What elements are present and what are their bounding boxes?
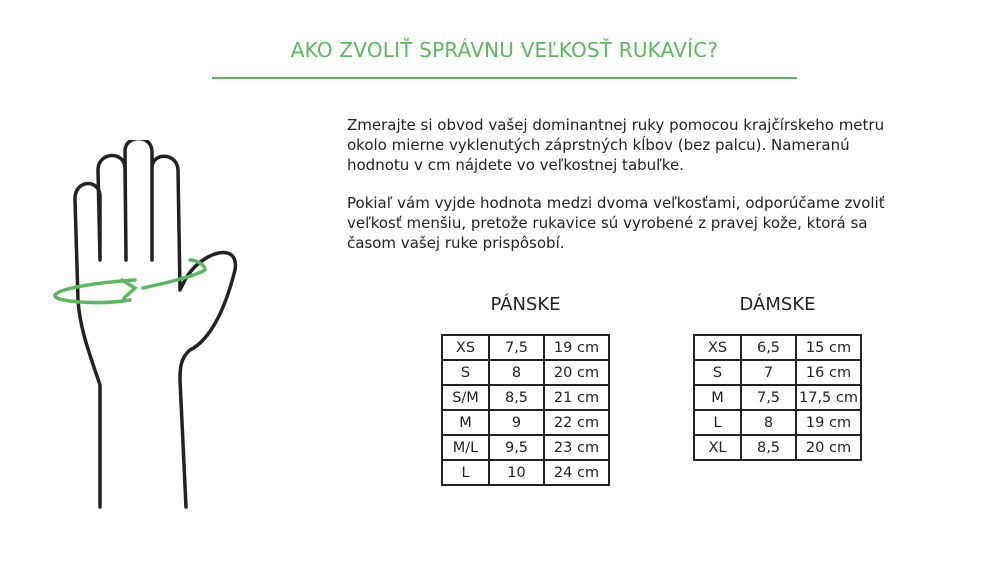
table-row xyxy=(442,385,609,410)
size-cell: L xyxy=(694,410,741,435)
recommendation-paragraph: Pokiaľ vám vyjde hodnota medzi dvoma veľkosťami, odporúčame zvoliť veľkosť menšiu, pretože rukavice sú vyrobené z pravej kože, ktorá sa časom vašej ruke prispôsobí. xyxy=(347,194,885,252)
hand-size-cell: 7,5 xyxy=(489,335,544,360)
table-row xyxy=(694,360,861,385)
table-row xyxy=(694,410,861,435)
hand-size-cell: 7,5 xyxy=(741,385,796,410)
circumference-cell: 22 cm xyxy=(544,410,609,435)
table-row xyxy=(694,435,861,460)
circumference-cell: 17,5 cm xyxy=(796,385,861,410)
circumference-cell: 21 cm xyxy=(544,385,609,410)
hand-size-cell: 6,5 xyxy=(741,335,796,360)
size-cell: M xyxy=(442,410,489,435)
hand-size-cell: 8 xyxy=(489,360,544,385)
circumference-cell: 23 cm xyxy=(544,435,609,460)
size-cell: S xyxy=(442,360,489,385)
title-divider xyxy=(212,77,797,79)
table-row xyxy=(442,360,609,385)
men-table-heading: PÁNSKE xyxy=(490,294,561,315)
hand-size-cell: 8,5 xyxy=(489,385,544,410)
circumference-cell: 16 cm xyxy=(796,360,861,385)
circumference-cell: 15 cm xyxy=(796,335,861,360)
size-cell: S/M xyxy=(442,385,489,410)
instructions-paragraph: Zmerajte si obvod vašej dominantnej ruky pomocou krajčírskeho metru okolo mierne vyklenutých záprstných kĺbov (bez palcu). Nameranú hodnotu v cm nájdete vo veľkostnej tabuľke. xyxy=(347,116,885,174)
table-row xyxy=(694,335,861,360)
size-cell: XS xyxy=(694,335,741,360)
hand-size-cell: 7 xyxy=(741,360,796,385)
women-table-heading: DÁMSKE xyxy=(739,294,816,315)
size-cell: XL xyxy=(694,435,741,460)
circumference-cell: 19 cm xyxy=(544,335,609,360)
table-row xyxy=(442,460,609,485)
hand-size-cell: 8 xyxy=(741,410,796,435)
women-size-table xyxy=(693,290,862,461)
table-row xyxy=(442,435,609,460)
table-row xyxy=(694,385,861,410)
size-cell: XS xyxy=(442,335,489,360)
hand-size-cell: 10 xyxy=(489,460,544,485)
hand-size-cell: 8,5 xyxy=(741,435,796,460)
circumference-cell: 19 cm xyxy=(796,410,861,435)
circumference-cell: 20 cm xyxy=(796,435,861,460)
hand-size-cell: 9 xyxy=(489,410,544,435)
size-cell: M xyxy=(694,385,741,410)
hand-measure-icon xyxy=(40,140,270,520)
size-cell: S xyxy=(694,360,741,385)
page-title: AKO ZVOLIŤ SPRÁVNU VEĽKOSŤ RUKAVÍC? xyxy=(290,38,719,62)
size-cell: L xyxy=(442,460,489,485)
table-row xyxy=(442,335,609,360)
men-size-table xyxy=(441,290,610,486)
size-cell: M/L xyxy=(442,435,489,460)
hand-outline xyxy=(75,140,235,507)
circumference-cell: 24 cm xyxy=(544,460,609,485)
hand-size-cell: 9,5 xyxy=(489,435,544,460)
table-row xyxy=(442,410,609,435)
circumference-cell: 20 cm xyxy=(544,360,609,385)
